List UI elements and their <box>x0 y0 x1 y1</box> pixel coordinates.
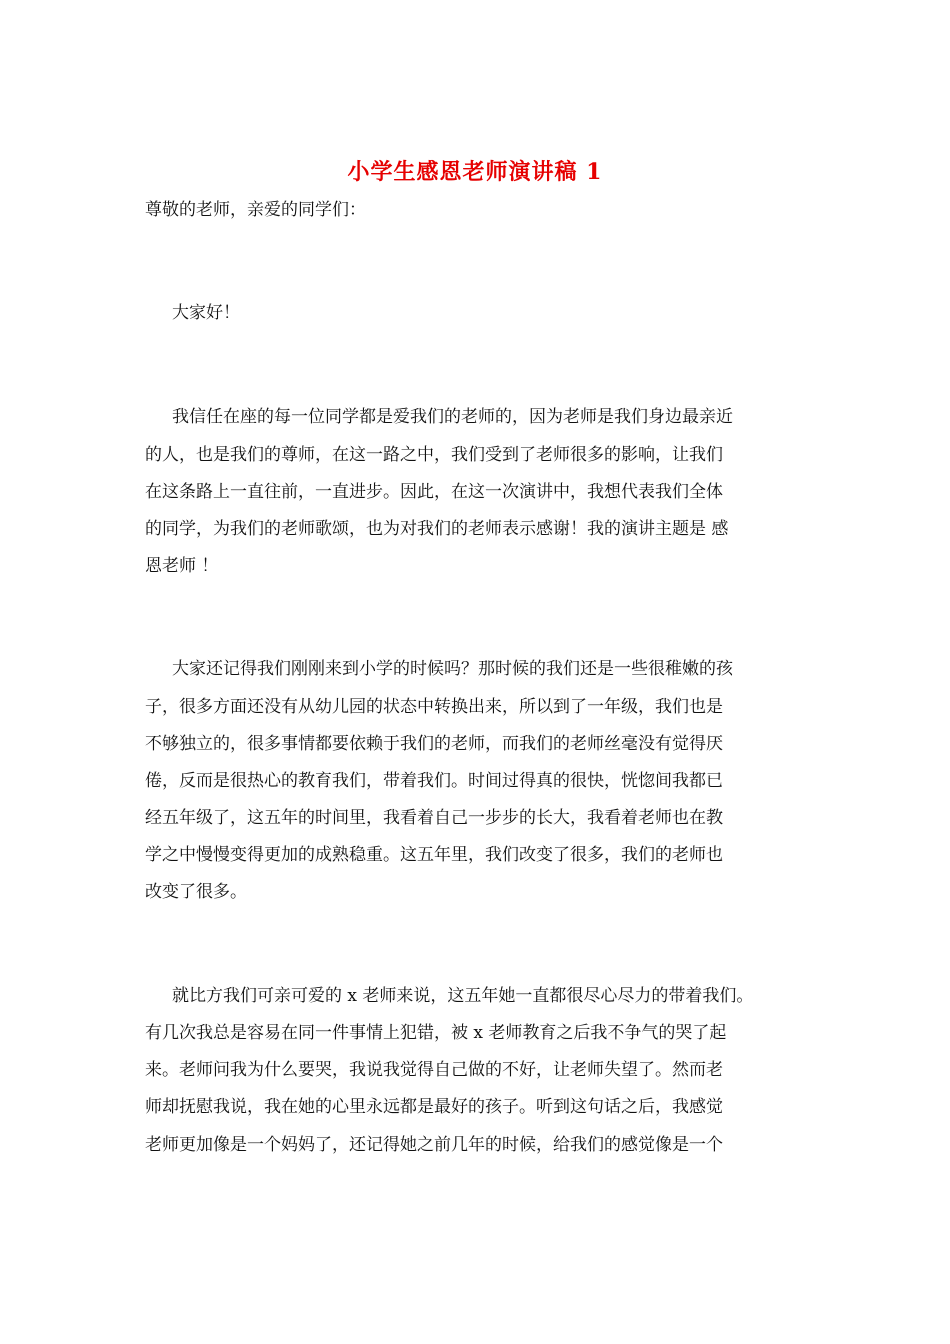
paragraph-line: 经五年级了，这五年的时间里，我看着自己一步步的长大，我看着老师也在教 <box>145 808 723 828</box>
paragraph-line: 的人，也是我们的尊师，在这一路之中，我们受到了老师很多的影响，让我们 <box>145 445 723 465</box>
paragraph-line: 有几次我总是容易在同一件事情上犯错，被 x 老师教育之后我不争气的哭了起 <box>145 1023 727 1043</box>
paragraph-line: 师却抚慰我说，我在她的心里永远都是最好的孩子。听到这句话之后，我感觉 <box>145 1097 723 1117</box>
paragraph-line: 不够独立的，很多事情都要依赖于我们的老师，而我们的老师丝毫没有觉得厌 <box>145 734 723 754</box>
paragraph-line: 恩老师 ！ <box>145 556 219 576</box>
paragraph-line: 老师更加像是一个妈妈了，还记得她之前几年的时候，给我们的感觉像是一个 <box>145 1135 723 1155</box>
paragraph-line: 来。老师问我为什么要哭，我说我觉得自己做的不好，让老师失望了。然而老 <box>145 1060 723 1080</box>
paragraph-line: 改变了很多。 <box>145 882 247 902</box>
paragraph-line: 大家还记得我们刚刚来到小学的时候吗？那时候的我们还是一些很稚嫩的孩 <box>172 659 733 679</box>
paragraph-line: 我信任在座的每一位同学都是爱我们的老师的，因为老师是我们身边最亲近 <box>172 407 733 427</box>
document-title: 小学生感恩老师演讲稿 1 <box>347 159 603 185</box>
paragraph-line: 的同学，为我们的老师歌颂，也为对我们的老师表示感谢！我的演讲主题是 感 <box>145 519 729 539</box>
salutation: 尊敬的老师，亲爱的同学们： <box>145 200 366 220</box>
paragraph-line: 在这条路上一直往前，一直进步。因此，在这一次演讲中，我想代表我们全体 <box>145 482 723 502</box>
paragraph-line: 学之中慢慢变得更加的成熟稳重。这五年里，我们改变了很多，我们的老师也 <box>145 845 723 865</box>
paragraph-line: 子，很多方面还没有从幼儿园的状态中转换出来，所以到了一年级，我们也是 <box>145 697 723 717</box>
paragraph-line: 就比方我们可亲可爱的 x 老师来说，这五年她一直都很尽心尽力的带着我们。 <box>172 986 754 1006</box>
paragraph-line: 倦，反而是很热心的教育我们，带着我们。时间过得真的很快，恍惚间我都已 <box>145 771 723 791</box>
greeting: 大家好！ <box>172 303 240 323</box>
